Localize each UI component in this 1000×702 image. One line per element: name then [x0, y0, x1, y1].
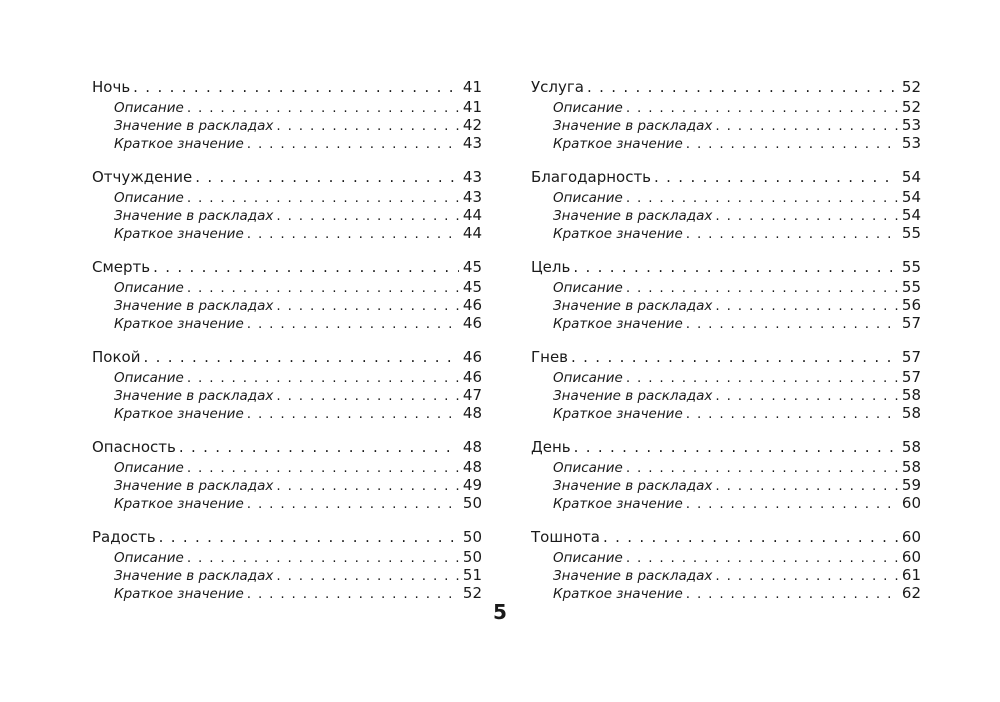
dot-leader [686, 406, 898, 422]
dot-leader [686, 136, 898, 152]
toc-page-ref: 45 [462, 258, 482, 276]
dot-leader [195, 168, 459, 186]
dot-leader [626, 460, 898, 476]
toc-entry-title: Тошнота [531, 528, 600, 546]
toc-section [531, 78, 921, 152]
toc-subentry [531, 548, 921, 566]
toc-page-ref: 43 [462, 188, 482, 206]
dot-leader [179, 438, 459, 456]
dot-leader [715, 568, 898, 584]
toc-subentry-label: Описание [553, 280, 623, 296]
toc-page-ref: 52 [901, 78, 921, 96]
toc-page-ref: 52 [901, 98, 921, 116]
toc-page-ref: 58 [901, 438, 921, 456]
toc-subentry [531, 458, 921, 476]
toc-subentry-label: Значение в раскладах [553, 478, 713, 494]
dot-leader [276, 478, 459, 494]
toc-subentry [92, 224, 482, 242]
toc-subentry [531, 98, 921, 116]
toc-page-ref: 44 [462, 206, 482, 224]
toc-page-ref: 60 [901, 528, 921, 546]
toc-subentry [92, 278, 482, 296]
toc-subentry-label: Значение в раскладах [553, 208, 713, 224]
toc-subentry [92, 476, 482, 494]
toc-subentry [531, 566, 921, 584]
toc-page-ref: 46 [462, 296, 482, 314]
toc-subentry-label: Краткое значение [553, 136, 683, 152]
dot-leader [187, 190, 459, 206]
toc-subentry-label: Описание [114, 190, 184, 206]
toc-subentry [531, 476, 921, 494]
toc-entry [92, 438, 482, 458]
dot-leader [153, 258, 459, 276]
toc-subentry-label: Значение в раскладах [114, 568, 274, 584]
toc-subentry [92, 368, 482, 386]
dot-leader [247, 226, 459, 242]
toc-page-ref: 57 [901, 348, 921, 366]
dot-leader [276, 298, 459, 314]
toc-subentry [92, 134, 482, 152]
toc-page-ref: 58 [901, 458, 921, 476]
toc-entry-title: Цель [531, 258, 571, 276]
toc-subentry [531, 206, 921, 224]
toc-subentry-label: Описание [114, 550, 184, 566]
toc-page-ref: 54 [901, 168, 921, 186]
toc-entry-title: Отчуждение [92, 168, 193, 186]
toc-entry [531, 78, 921, 98]
toc-subentry-label: Значение в раскладах [114, 298, 274, 314]
dot-leader [587, 78, 898, 96]
toc-section [92, 348, 482, 422]
toc-page-ref: 48 [462, 404, 482, 422]
toc-subentry-label: Краткое значение [553, 586, 683, 602]
toc-page-ref: 52 [462, 584, 482, 602]
toc-subentry-label: Описание [114, 370, 184, 386]
toc-entry [92, 528, 482, 548]
toc-page-ref: 54 [901, 188, 921, 206]
toc-entry-title: Услуга [531, 78, 584, 96]
toc-page-ref: 51 [462, 566, 482, 584]
toc-subentry-label: Краткое значение [114, 316, 244, 332]
toc-page-ref: 49 [462, 476, 482, 494]
dot-leader [626, 550, 898, 566]
dot-leader [276, 208, 459, 224]
toc-subentry-label: Описание [553, 550, 623, 566]
toc-page-ref: 48 [462, 438, 482, 456]
toc-page-ref: 62 [901, 584, 921, 602]
toc-page-ref: 56 [901, 296, 921, 314]
toc-subentry-label: Значение в раскладах [114, 118, 274, 134]
toc-page-ref: 60 [901, 548, 921, 566]
toc-subentry-label: Значение в раскладах [114, 388, 274, 404]
toc-subentry [92, 566, 482, 584]
toc-subentry [92, 548, 482, 566]
toc-section [92, 528, 482, 602]
toc-page-ref: 55 [901, 258, 921, 276]
toc-subentry-label: Значение в раскладах [553, 568, 713, 584]
dot-leader [686, 496, 898, 512]
toc-subentry [92, 188, 482, 206]
toc-section [531, 258, 921, 332]
toc-page-ref: 57 [901, 368, 921, 386]
toc-section [92, 168, 482, 242]
toc-subentry-label: Краткое значение [553, 496, 683, 512]
toc-subentry-label: Значение в раскладах [553, 298, 713, 314]
dot-leader [247, 136, 459, 152]
toc-page-ref: 57 [901, 314, 921, 332]
dot-leader [571, 348, 898, 366]
toc-page-ref: 55 [901, 278, 921, 296]
toc-entry-title: Ночь [92, 78, 131, 96]
toc-subentry-label: Краткое значение [114, 226, 244, 242]
toc-page-ref: 47 [462, 386, 482, 404]
toc-subentry-label: Описание [114, 460, 184, 476]
dot-leader [603, 528, 898, 546]
toc-subentry [92, 494, 482, 512]
dot-leader [715, 118, 898, 134]
dot-leader [276, 388, 459, 404]
dot-leader [715, 388, 898, 404]
toc-subentry [531, 188, 921, 206]
toc-subentry-label: Краткое значение [114, 136, 244, 152]
toc-page-ref: 43 [462, 134, 482, 152]
toc-subentry [92, 314, 482, 332]
toc-page-ref: 58 [901, 404, 921, 422]
toc-section [531, 168, 921, 242]
dot-leader [573, 258, 898, 276]
toc-subentry [531, 314, 921, 332]
toc-entry [531, 438, 921, 458]
toc-entry-title: Гнев [531, 348, 569, 366]
dot-leader [715, 208, 898, 224]
toc-subentry-label: Краткое значение [553, 226, 683, 242]
toc-section [531, 438, 921, 512]
toc-right-column [531, 78, 921, 618]
toc-page-ref: 50 [462, 494, 482, 512]
toc-page-ref: 59 [901, 476, 921, 494]
toc-subentry-label: Описание [553, 460, 623, 476]
toc-subentry [531, 494, 921, 512]
dot-leader [276, 568, 459, 584]
dot-leader [626, 370, 898, 386]
toc-subentry [92, 116, 482, 134]
dot-leader [626, 100, 898, 116]
toc-page-ref: 55 [901, 224, 921, 242]
dot-leader [574, 438, 898, 456]
toc-entry-title: Благодарность [531, 168, 652, 186]
toc-subentry [92, 404, 482, 422]
dot-leader [247, 496, 459, 512]
toc-entry [92, 258, 482, 278]
toc-page-ref: 44 [462, 224, 482, 242]
toc-page-ref: 46 [462, 348, 482, 366]
dot-leader [686, 226, 898, 242]
toc-subentry [92, 98, 482, 116]
toc-subentry [92, 386, 482, 404]
toc-page-ref: 48 [462, 458, 482, 476]
toc-section [92, 78, 482, 152]
toc-entry-title: Радость [92, 528, 156, 546]
toc-subentry-label: Краткое значение [553, 316, 683, 332]
toc-page-ref: 53 [901, 116, 921, 134]
toc-page-ref: 61 [901, 566, 921, 584]
dot-leader [187, 550, 459, 566]
toc-subentry-label: Краткое значение [114, 586, 244, 602]
toc-subentry [531, 368, 921, 386]
toc-subentry [531, 224, 921, 242]
toc-subentry-label: Описание [553, 370, 623, 386]
page-number: 5 [493, 600, 507, 624]
dot-leader [715, 478, 898, 494]
dot-leader [187, 460, 459, 476]
toc-section [92, 258, 482, 332]
dot-leader [143, 348, 458, 366]
toc-page-ref: 50 [462, 548, 482, 566]
dot-leader [187, 100, 459, 116]
toc-subentry [92, 206, 482, 224]
toc-entry-title: День [531, 438, 571, 456]
toc-page-ref: 54 [901, 206, 921, 224]
toc-entry [92, 168, 482, 188]
toc-entry [92, 348, 482, 368]
toc-page-ref: 60 [901, 494, 921, 512]
toc-subentry-label: Значение в раскладах [553, 388, 713, 404]
toc-section [92, 438, 482, 512]
toc-subentry [531, 116, 921, 134]
toc-page-ref: 50 [462, 528, 482, 546]
toc-subentry [92, 296, 482, 314]
toc-subentry-label: Краткое значение [553, 406, 683, 422]
toc-entry [531, 258, 921, 278]
dot-leader [187, 370, 459, 386]
toc-entry [531, 528, 921, 548]
toc-page-ref: 43 [462, 168, 482, 186]
toc-page-ref: 41 [462, 78, 482, 96]
dot-leader [159, 528, 459, 546]
toc-subentry [531, 278, 921, 296]
toc-subentry-label: Краткое значение [114, 406, 244, 422]
toc-subentry [531, 404, 921, 422]
dot-leader [654, 168, 898, 186]
toc-page-ref: 46 [462, 314, 482, 332]
toc-subentry-label: Значение в раскладах [114, 478, 274, 494]
toc-subentry [531, 386, 921, 404]
dot-leader [187, 280, 459, 296]
dot-leader [276, 118, 459, 134]
toc-page-ref: 46 [462, 368, 482, 386]
toc-section [531, 528, 921, 602]
dot-leader [247, 406, 459, 422]
dot-leader [686, 316, 898, 332]
toc-page-ref: 58 [901, 386, 921, 404]
dot-leader [133, 78, 459, 96]
toc-subentry-label: Описание [114, 280, 184, 296]
toc-page-ref: 41 [462, 98, 482, 116]
toc-subentry-label: Описание [553, 190, 623, 206]
dot-leader [626, 190, 898, 206]
toc-entry [92, 78, 482, 98]
toc-subentry [531, 296, 921, 314]
toc-entry [531, 168, 921, 188]
toc-subentry-label: Значение в раскладах [114, 208, 274, 224]
toc-left-column [92, 78, 482, 618]
toc-page-ref: 53 [901, 134, 921, 152]
toc-subentry [92, 458, 482, 476]
toc-entry-title: Смерть [92, 258, 151, 276]
toc-subentry-label: Описание [114, 100, 184, 116]
toc-subentry-label: Краткое значение [114, 496, 244, 512]
toc-subentry-label: Описание [553, 100, 623, 116]
toc-section [531, 348, 921, 422]
toc-subentry [531, 134, 921, 152]
toc-entry [531, 348, 921, 368]
dot-leader [247, 316, 459, 332]
dot-leader [715, 298, 898, 314]
toc-entry-title: Покой [92, 348, 141, 366]
toc-page-ref: 45 [462, 278, 482, 296]
toc-entry-title: Опасность [92, 438, 176, 456]
dot-leader [626, 280, 898, 296]
toc-subentry-label: Значение в раскладах [553, 118, 713, 134]
toc-page-ref: 42 [462, 116, 482, 134]
